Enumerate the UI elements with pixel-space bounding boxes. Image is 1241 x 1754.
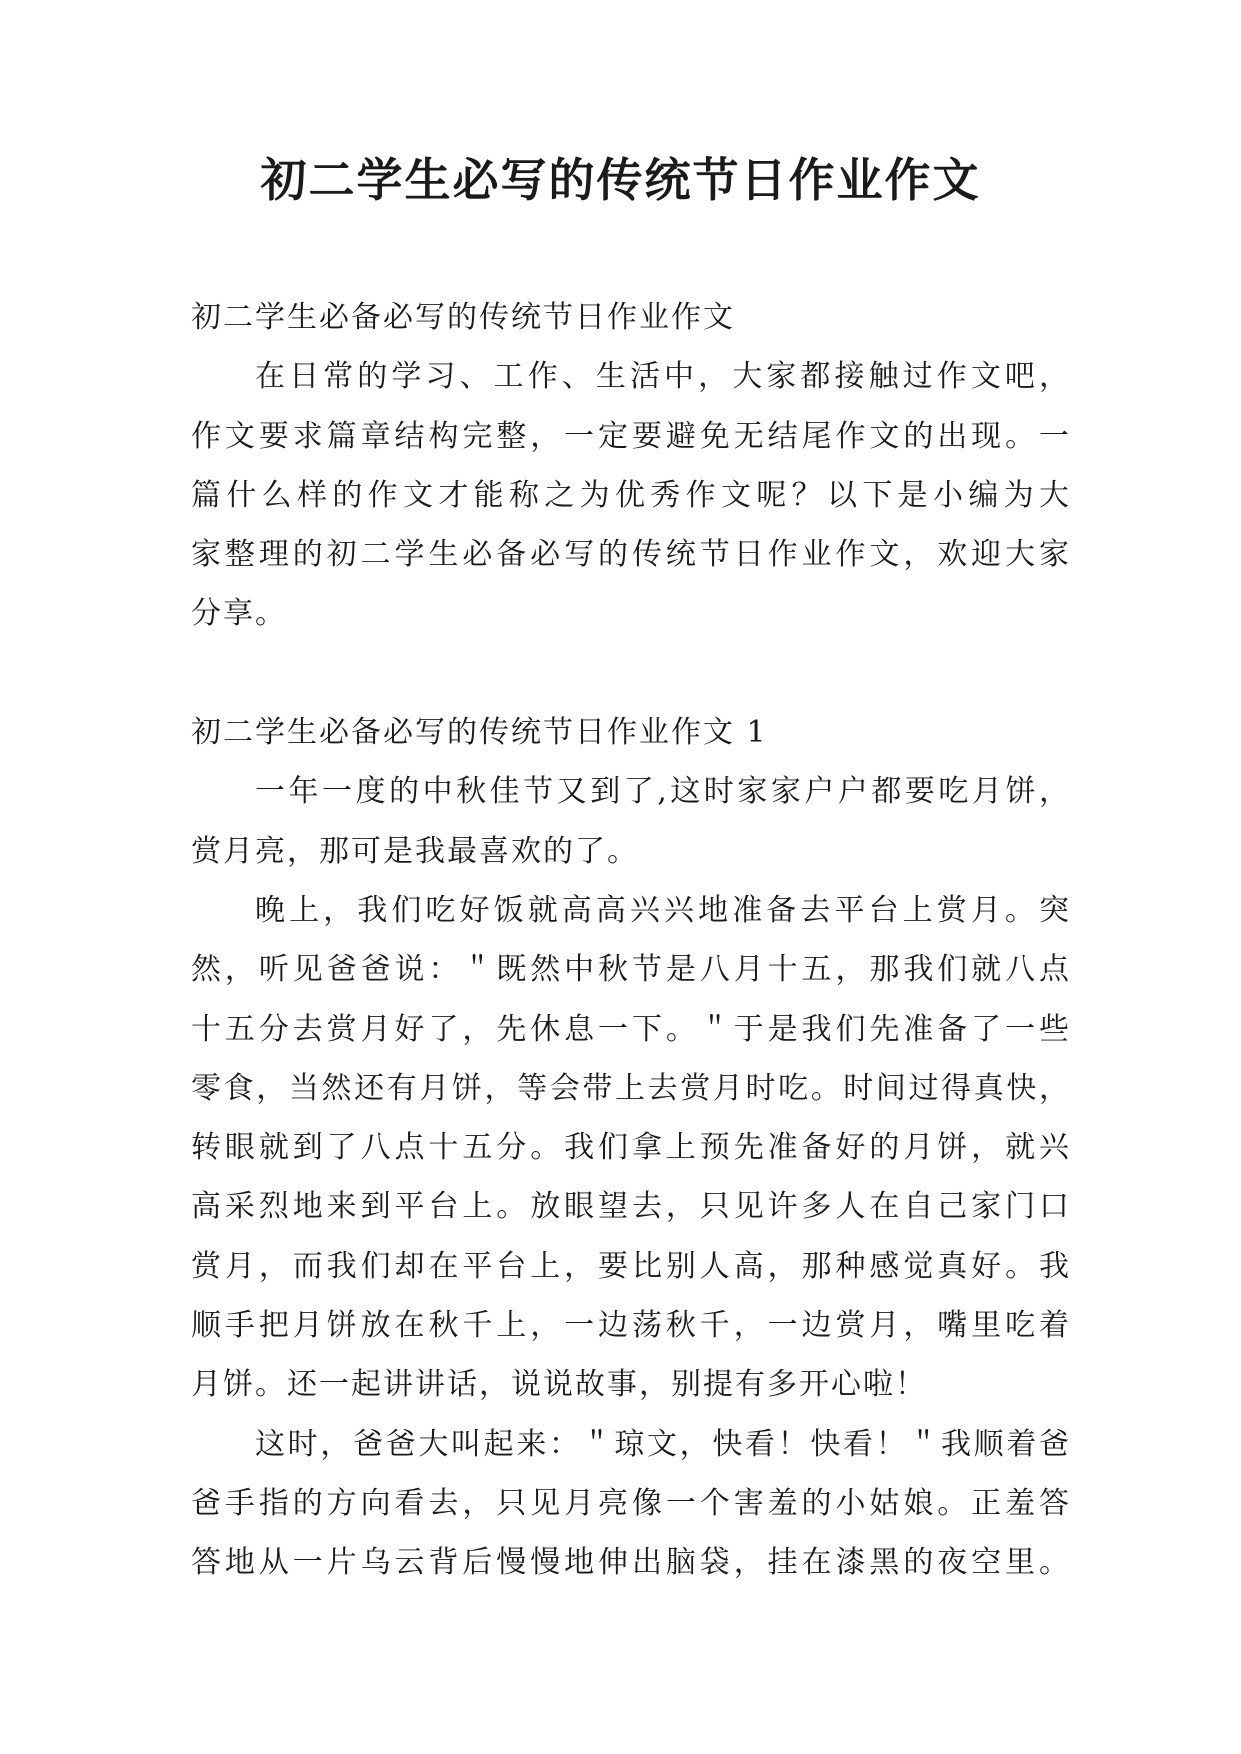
paragraph bbox=[191, 762, 1071, 881]
text-line: 然，听见爸爸说：＂既然中秋节是八月十五，那我们就八点 bbox=[191, 952, 1071, 988]
text-line: 赏月，而我们却在平台上，要比别人高，那种感觉真好。我 bbox=[191, 1248, 1071, 1284]
text-line: 家整理的初二学生必备必写的传统节日作业作文，欢迎大家 bbox=[191, 537, 1071, 573]
document-body bbox=[191, 288, 1071, 1593]
section-heading bbox=[191, 703, 1071, 762]
paragraph bbox=[191, 1415, 1071, 1593]
text-line: 高采烈地来到平台上。放眼望去，只见许多人在自己家门口 bbox=[191, 1189, 1071, 1225]
section-heading bbox=[191, 288, 1071, 347]
text-line: 一年一度的中秋佳节又到了,这时家家户户都要吃月饼， bbox=[255, 774, 1071, 810]
text-line: 这时，爸爸大叫起来：＂琼文，快看！快看！＂我顺着爸 bbox=[255, 1426, 1071, 1462]
text-line: 篇什么样的作文才能称之为优秀作文呢？以下是小编为大 bbox=[191, 477, 1071, 513]
text-line: 顺手把月饼放在秋千上，一边荡秋千，一边赏月，嘴里吃着 bbox=[191, 1308, 1071, 1344]
text-line: 答地从一片乌云背后慢慢地伸出脑袋，挂在漆黑的夜空里。 bbox=[191, 1545, 1071, 1581]
text-line: 转眼就到了八点十五分。我们拿上预先准备好的月饼，就兴 bbox=[191, 1130, 1071, 1166]
paragraph bbox=[191, 881, 1071, 1415]
text-line: 月饼。还一起讲讲话，说说故事，别提有多开心啦！ bbox=[191, 1367, 927, 1403]
text-line: 作文要求篇章结构完整，一定要避免无结尾作文的出现。一 bbox=[191, 418, 1071, 454]
text-line: 在日常的学习、工作、生活中，大家都接触过作文吧， bbox=[255, 359, 1071, 395]
text-line: 晚上，我们吃好饭就高高兴兴地准备去平台上赏月。突 bbox=[255, 892, 1071, 928]
text-line: 十五分去赏月好了，先休息一下。＂于是我们先准备了一些 bbox=[191, 1011, 1071, 1047]
text-line: 爸手指的方向看去，只见月亮像一个害羞的小姑娘。正羞答 bbox=[191, 1485, 1071, 1521]
heading-line: 初二学生必备必写的传统节日作业作文 1 bbox=[191, 715, 768, 751]
text-line: 零食，当然还有月饼，等会带上去赏月时吃。时间过得真快， bbox=[191, 1070, 1071, 1106]
heading-line: 初二学生必备必写的传统节日作业作文 bbox=[191, 300, 735, 335]
text-line: 分享。 bbox=[191, 596, 287, 632]
document-title: 初二学生必写的传统节日作业作文 bbox=[260, 153, 981, 207]
text-line: 赏月亮，那可是我最喜欢的了。 bbox=[191, 833, 639, 869]
paragraph bbox=[191, 347, 1071, 643]
paragraph-spacer bbox=[191, 644, 1071, 703]
